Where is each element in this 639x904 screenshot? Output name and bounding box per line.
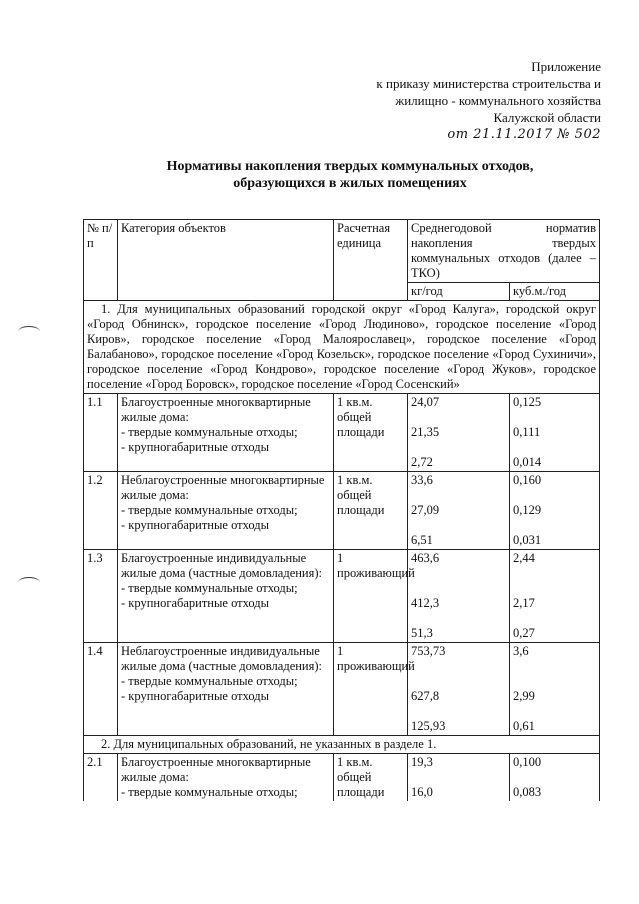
value-m3: 0,111 (513, 425, 541, 439)
value-m3: 0,160 (513, 473, 542, 487)
value-m3: 0,27 (513, 626, 535, 640)
row-unit: 1 кв.м. общей площади (334, 472, 408, 550)
header-num: № п/п (84, 220, 118, 301)
header-row (84, 220, 600, 283)
row-kg (408, 550, 510, 643)
category-line: - твердые коммунальные отходы; (121, 425, 298, 439)
appendix-line: Приложение (531, 59, 601, 74)
row-unit: 1 кв.м. общей площади (334, 394, 408, 472)
value-m3: 0,125 (513, 395, 542, 409)
category-line: - крупногабаритные отходы (121, 440, 270, 454)
category-line: Благоустроенные индивидуальные жилые дома (частные домовладения): (121, 551, 323, 580)
row-unit: 1 проживающий (334, 643, 408, 736)
header-kg: кг/год (408, 283, 510, 301)
value-m3: 3,6 (513, 644, 529, 658)
margin-hole-mark (18, 577, 40, 588)
value-m3: 0,61 (513, 719, 535, 733)
section-row (84, 736, 600, 754)
header-unit: Расчетная единица (334, 220, 408, 301)
value-kg: 21,35 (411, 425, 440, 439)
row-m3 (510, 550, 600, 643)
value-m3: 0,031 (513, 533, 542, 547)
section-2-title: 2. Для муниципальных образований, не указанных в разделе 1. (84, 736, 600, 754)
row-num: 1.1 (84, 394, 118, 472)
row-num: 1.3 (84, 550, 118, 643)
table-row (84, 472, 600, 550)
row-m3 (510, 754, 600, 802)
row-m3 (510, 394, 600, 472)
appendix-header (376, 58, 601, 143)
header-m3: куб.м./год (510, 283, 600, 301)
value-m3: 0,100 (513, 755, 542, 769)
category-line: - крупногабаритные отходы (121, 689, 270, 703)
appendix-line: к приказу министерства строительства и (376, 76, 601, 91)
category-line: Благоустроенные многоквартирные жилые дома: (121, 755, 311, 784)
value-kg: 6,51 (411, 533, 433, 547)
header-category: Категория объектов (118, 220, 334, 301)
row-category (118, 394, 334, 472)
category-line: Благоустроенные многоквартирные жилые дома: (121, 395, 311, 424)
value-kg: 753,73 (411, 644, 446, 658)
value-kg: 627,8 (411, 689, 440, 703)
row-unit: 1 кв.м. общей площади (334, 754, 408, 802)
row-category (118, 754, 334, 802)
category-line: - твердые коммунальные отходы; (121, 785, 298, 799)
value-kg: 16,0 (411, 785, 433, 799)
appendix-line: Калужской области (493, 110, 601, 125)
row-category (118, 472, 334, 550)
row-kg (408, 394, 510, 472)
category-line: - твердые коммунальные отходы; (121, 674, 298, 688)
category-line: - крупногабаритные отходы (121, 596, 270, 610)
section-row (84, 301, 600, 394)
appendix-line: жилищно - коммунального хозяйства (395, 93, 601, 108)
value-kg: 463,6 (411, 551, 440, 565)
category-line: Неблагоустроенные многоквартирные жилые дома: (121, 473, 325, 502)
value-m3: 0,014 (513, 455, 542, 469)
row-num: 1.4 (84, 643, 118, 736)
row-m3 (510, 643, 600, 736)
header-norm: Среднегодовой норматив накопления твердых коммунальных отходов (далее – ТКО) (408, 220, 600, 283)
value-m3: 0,083 (513, 785, 542, 799)
category-line: Неблагоустроенные индивидуальные жилые дома (частные домовладения): (121, 644, 323, 673)
value-m3: 2,99 (513, 689, 535, 703)
category-line: - крупногабаритные отходы (121, 518, 270, 532)
value-kg: 412,3 (411, 596, 440, 610)
row-num: 1.2 (84, 472, 118, 550)
value-kg: 19,3 (411, 755, 433, 769)
value-kg: 24,07 (411, 395, 440, 409)
value-kg: 51,3 (411, 626, 433, 640)
table-row (84, 754, 600, 802)
table-row (84, 550, 600, 643)
row-kg (408, 754, 510, 802)
category-line: - твердые коммунальные отходы; (121, 581, 298, 595)
value-m3: 2,17 (513, 596, 535, 610)
value-kg: 27,09 (411, 503, 440, 517)
value-kg: 125,93 (411, 719, 446, 733)
norms-table (83, 219, 600, 801)
table-row (84, 643, 600, 736)
title-line: образующихся в жилых помещениях (233, 176, 467, 191)
table-row (84, 394, 600, 472)
title-line: Нормативы накопления твердых коммунальных отходов, (166, 159, 534, 174)
row-category (118, 643, 334, 736)
document-title (70, 158, 630, 192)
row-kg (408, 643, 510, 736)
row-kg (408, 472, 510, 550)
margin-hole-mark (18, 326, 40, 337)
category-line: - твердые коммунальные отходы; (121, 503, 298, 517)
row-num: 2.1 (84, 754, 118, 802)
value-kg: 33,6 (411, 473, 433, 487)
row-unit: 1 проживающий (334, 550, 408, 643)
row-category (118, 550, 334, 643)
row-m3 (510, 472, 600, 550)
value-m3: 0,129 (513, 503, 542, 517)
value-kg: 2,72 (411, 455, 433, 469)
section-1-title: 1. Для муниципальных образований городской округ «Город Калуга», городской округ «Город Обнинск», городское поселение «Город Людиново», городское поселение «Город Киров», городское поселение «Город Малоярославец», городское поселение «Город Балабаново», городское поселение «Город Козельск», городское поселение «Город Сухиничи», городское поселение «Город Кондрово», городское поселение «Город Жуков», городское поселение «Город Боровск», городское поселение «Город Сосенский» (84, 301, 600, 394)
order-number-line: от 21.11.2017 № 502 (447, 127, 601, 142)
value-m3: 2,44 (513, 551, 535, 565)
